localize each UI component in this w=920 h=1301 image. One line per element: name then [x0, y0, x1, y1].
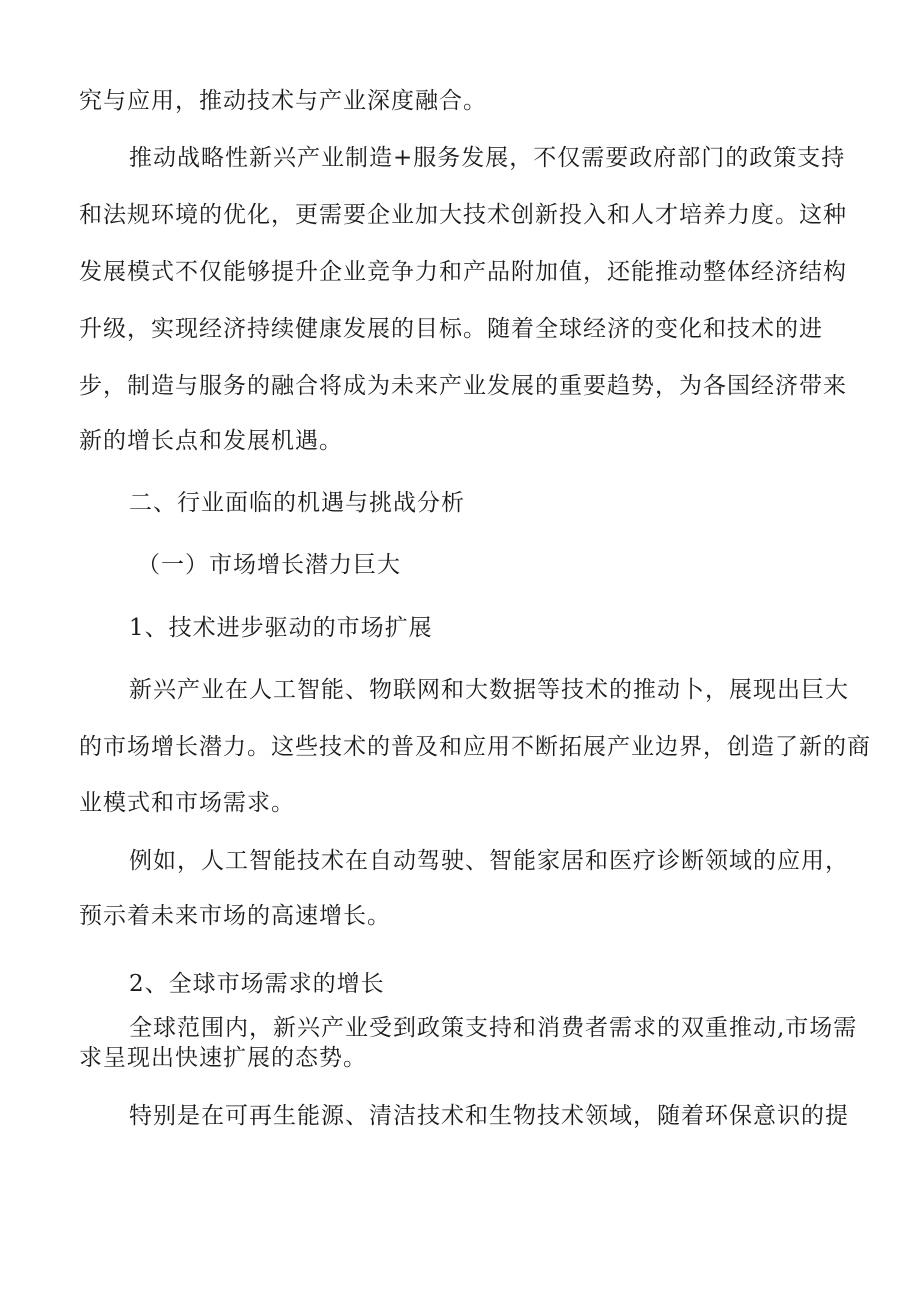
paragraph-line: 和法规环境的优化，更需要企业加大技术创新投入和人才培养力度。这种 — [79, 202, 847, 228]
paragraph-line: 步，制造与服务的融合将成为未来产业发展的重要趋势，为各国经济带来 — [79, 373, 847, 399]
paragraph-line: 例如，人工智能技术在自动驾驶、智能家居和医疗诊断领域的应用， — [129, 848, 849, 874]
paragraph-line: 业模式和市场需求。 — [79, 790, 295, 816]
paragraph-line: 新兴产业在人工智能、物联网和大数据等技术的推动卜，展现出巨大 — [129, 677, 849, 703]
subsection-heading: （一）市场增长潜力巨大 — [137, 552, 401, 578]
paragraph-line: 发展模式不仅能够提升企业竞争力和产品附加值，还能推动整体经济结构 — [79, 259, 847, 285]
paragraph-line: 特别是在可再生能源、清洁技术和生物技术领域，随着环保意识的提 — [129, 1103, 849, 1129]
paragraph-line: 求呈现出快速扩展的态势。 — [79, 1045, 367, 1071]
paragraph-line: 升级，实现经济持续健康发展的目标。随着全球经济的变化和技术的进 — [79, 316, 823, 342]
paragraph-line: 的市场增长潜力。这些技术的普及和应用不断拓展产业边界，创造了新的商 — [79, 734, 871, 760]
paragraph-line: 新的增长点和发展机遇。 — [79, 428, 343, 454]
paragraph-line: 全球范围内，新兴产业受到政策支持和消费者需求的双重推动,市场需 — [129, 1015, 858, 1041]
numbered-heading: 1、技术进步驱动的市场扩展 — [129, 615, 433, 641]
paragraph-line: 预示着未来市场的高速增长。 — [79, 903, 391, 929]
paragraph-line: 究与应用，推动技术与产业深度融合。 — [79, 88, 487, 114]
section-heading: 二、行业面临的机遇与挑战分析 — [129, 490, 465, 516]
numbered-heading: 2、全球市场需求的增长 — [129, 971, 385, 997]
paragraph-line: 推动战略性新兴产业制造+服务发展，不仅需要政府部门的政策支持 — [129, 145, 846, 171]
